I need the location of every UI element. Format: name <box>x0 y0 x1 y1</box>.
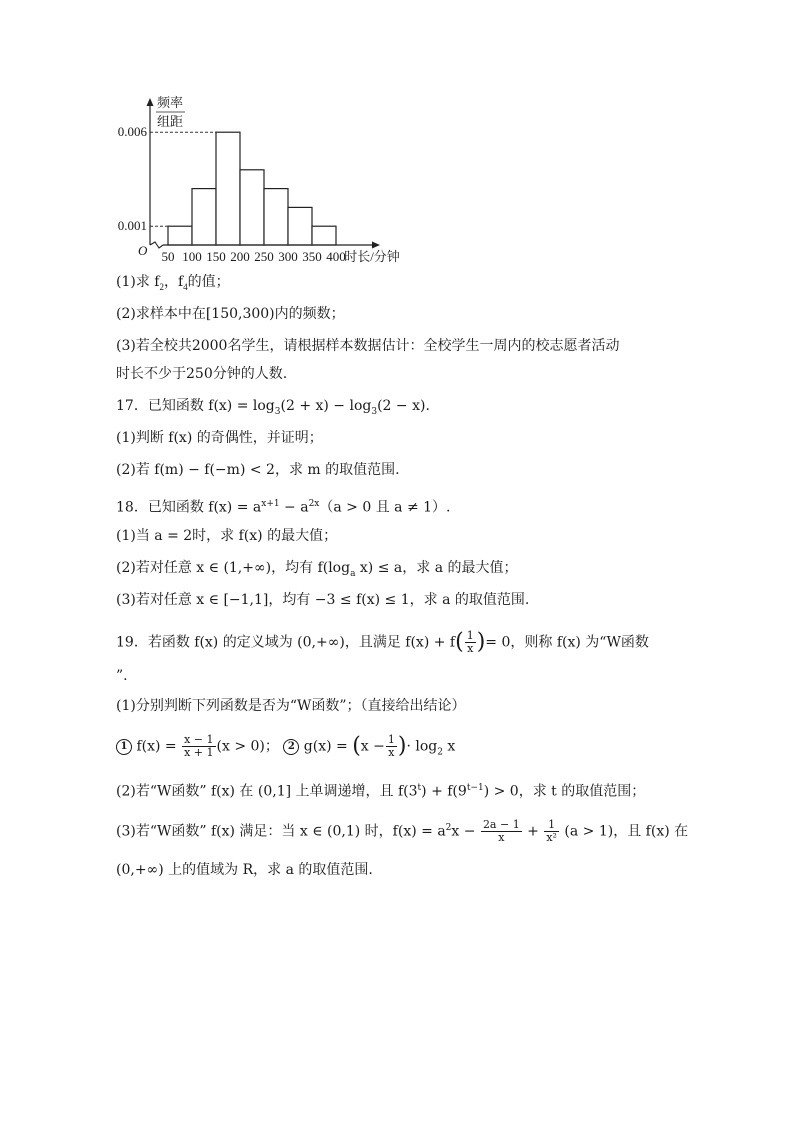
x-tick-label: 100 <box>182 249 202 264</box>
x-axis-label: 时长/分钟 <box>344 249 400 264</box>
y-tick-label: 0.006 <box>117 124 147 140</box>
histogram-bar <box>240 170 264 245</box>
q19-part3-cont: (0,+∞) 上的值域为 R，求 a 的取值范围. <box>116 862 373 878</box>
histogram-bar <box>168 226 192 245</box>
fraction-f1: $\frac{x - 1}{x + 1}$ <box>184 733 214 759</box>
q19-part1: (1)分别判断下列函数是否为“W函数”；（直接给出结论） <box>116 698 466 714</box>
axis-break <box>150 242 163 248</box>
q19-part3: (3)若“W函数” f(x) 满足：当 x ∈ (0,1) 时，$f(x) = a^2x$ − $\frac{2a - 1}{x}$ + $\frac{1}{\text{x²}}$ (a > 1)，且 f(x) 在 <box>116 818 689 845</box>
q17-part1: (1)判断 f(x) 的奇偶性，并证明； <box>116 430 323 446</box>
q19-part2: (2)若“W函数” f(x) 在 (0,1] 上单调递增，且 $f(3^t) + f(9^{t-1}) > 0$，求 t 的取值范围； <box>116 783 646 800</box>
histogram-figure <box>110 92 420 271</box>
fraction-p3-2: $\frac{1}{\text{x²}}$ <box>546 818 557 845</box>
circled-number-2: 2 <box>283 739 299 755</box>
histogram-bar <box>312 226 336 245</box>
q16-part1: (1)求 $f_2$，$f_4$的值； <box>116 274 230 292</box>
histogram-bar <box>192 189 216 245</box>
y-label-numerator: 频率 <box>156 95 184 110</box>
x-tick-label: 50 <box>161 249 175 264</box>
x-tick-label: 350 <box>302 249 322 264</box>
q16-part3: (3)若全校共2000名学生，请根据样本数据估计：全校学生一周内的校志愿者活动 <box>116 338 620 354</box>
x-tick-label: 150 <box>206 249 226 264</box>
q18-part2: (2)若对任意 x ∈ (1,+∞)，均有 $f(\log_a$ x) ≤ a，求 a 的最大值； <box>116 560 518 579</box>
q18-part3: (3)若对任意 x ∈ [−1,1]，均有 −3 ≤ f(x) ≤ 1，求 a 的取值范围. <box>116 592 530 608</box>
fraction-f2: $\frac{1}{x}$ <box>387 733 395 759</box>
fraction-p3-1: $\frac{2a - 1}{x}$ <box>482 818 520 845</box>
q18-part1: (1)当 a = 2时，求 f(x) 的最大值； <box>116 528 338 544</box>
y-axis-arrow <box>147 98 154 106</box>
fraction-1-over-x: $\frac{1}{x}$ <box>466 629 474 655</box>
y-label-denominator: 组距 <box>156 114 184 129</box>
histogram-bar <box>288 207 312 245</box>
circled-number-1: 1 <box>116 739 132 755</box>
q17-part2: (2)若 f(m) − f(−m) < 2，求 m 的取值范围. <box>116 462 400 478</box>
origin-label: O <box>138 243 148 258</box>
histogram-svg <box>110 92 420 267</box>
x-tick-label: 400 <box>326 249 346 264</box>
q17-stem: 17．已知函数 $f(x) = \log_3(2 + x) - \log_3(2 - x)$. <box>116 398 430 417</box>
q16-part2: (2)求样本中在[150,300)内的频数； <box>116 306 345 322</box>
x-tick-label: 300 <box>278 249 298 264</box>
q19-stem-cont: ”. <box>116 668 128 684</box>
histogram-bar <box>264 189 288 245</box>
q19-stem: 19．若函数 f(x) 的定义域为 (0,+∞)，且满足 f(x) + f( $\frac{1}{x}$ )= 0，则称 f(x) 为“W函数 <box>116 629 649 655</box>
x-axis-arrow <box>372 242 380 249</box>
q19-part1-functions: 1 f(x) = $\frac{x - 1}{x + 1}$ (x > 0)； 2 g(x) = (x − $\frac{1}{x}$ )· $\log_2 x$ <box>116 734 455 762</box>
histogram-bar <box>216 132 240 245</box>
q16-part3-cont: 时长不少于250分钟的人数. <box>116 366 288 382</box>
x-tick-label: 250 <box>254 249 274 264</box>
q18-stem: 18．已知函数 $f(x) = a^{x+1} - a^{2x}(a > 0$ 且 a ≠ 1）. <box>116 499 451 516</box>
y-tick-label: 0.001 <box>117 218 147 234</box>
x-tick-label: 200 <box>230 249 250 264</box>
